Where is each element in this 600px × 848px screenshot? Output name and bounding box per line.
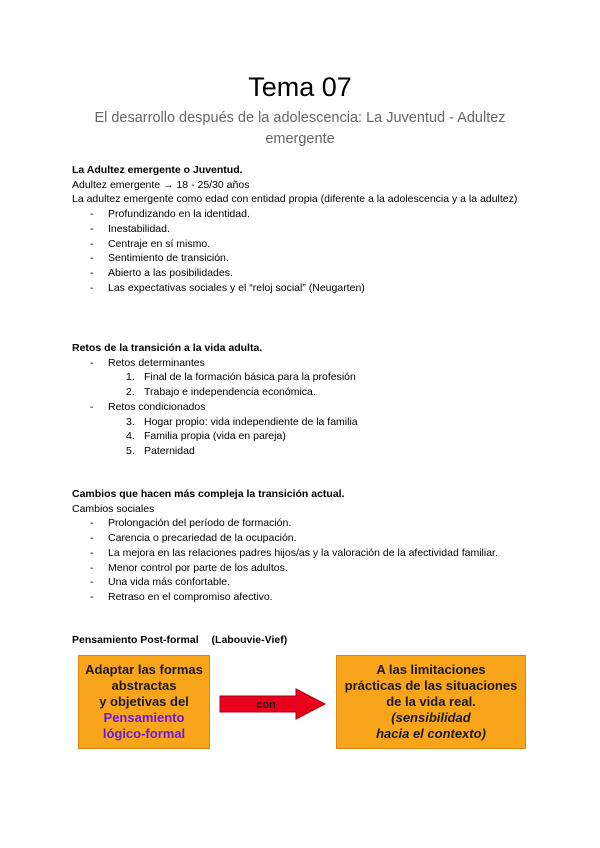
- text-paragraph: La adultez emergente como edad con entidad propia (diferente a la adolescencia y a la adultez): [72, 193, 518, 206]
- list-item: - Carencia o precariedad de la ocupación.: [72, 531, 542, 546]
- item-text: Trabajo e independencia económica.: [144, 386, 316, 399]
- section-heading: La Adultez emergente o Juventud.: [72, 164, 243, 176]
- box-line-highlight: lógico-formal: [102, 726, 186, 741]
- text-line: Adultez emergente → 18 - 25/30 años: [72, 178, 250, 191]
- section-heading: Cambios que hacen más compleja la transición actual.: [72, 488, 345, 500]
- page-subtitle: El desarrollo después de la adolescencia: La Juventud - Adultez emergente: [94, 110, 506, 147]
- right-concept-box: [336, 655, 526, 749]
- section-cambios: [72, 487, 542, 605]
- box-line: y objetivas del: [99, 694, 189, 709]
- section-retos: [72, 341, 542, 459]
- box-line: prácticas de las situaciones: [344, 678, 518, 693]
- item-number: 4.: [126, 430, 135, 443]
- text-line: Cambios sociales: [72, 502, 155, 515]
- list-item: - Inestabilidad.: [72, 222, 542, 237]
- numbered-item: [72, 370, 542, 385]
- item-text: Familia propia (vida en pareja): [144, 430, 286, 443]
- list-item: - Menor control por parte de los adultos.: [72, 561, 542, 576]
- box-line: de la vida real.: [386, 694, 476, 709]
- box-line-italic: hacia el contexto): [376, 726, 486, 741]
- box-line: Adaptar las formas: [85, 662, 203, 677]
- item-text: Paternidad: [144, 444, 195, 457]
- numbered-item: [72, 385, 542, 400]
- dash-list: [72, 400, 542, 415]
- numbered-list: [72, 415, 542, 459]
- list-item: - Retraso en el compromiso afectivo.: [72, 590, 542, 605]
- item-text: Hogar propio: vida independiente de la familia: [144, 415, 358, 428]
- section-author: (Labouvie-Vief): [211, 634, 288, 646]
- numbered-item: [72, 444, 542, 459]
- section-heading: Pensamiento Post-formal: [72, 634, 199, 646]
- section-heading: Retos de la transición a la vida adulta.: [72, 342, 263, 354]
- item-number: 3.: [126, 415, 135, 428]
- list-item: - Una vida más confortable.: [72, 575, 542, 590]
- dash-list: [72, 516, 542, 604]
- box-line-highlight: Pensamiento: [103, 710, 185, 725]
- right-arrow-icon: [218, 688, 328, 720]
- list-item: - Retos condicionados: [72, 400, 542, 415]
- dash-list: [72, 207, 542, 295]
- box-line: A las limitaciones: [376, 662, 486, 677]
- numbered-list: [72, 370, 542, 399]
- box-line: abstractas: [111, 678, 177, 693]
- numbered-item: [72, 429, 542, 444]
- item-text: Final de la formación básica para la profesión: [144, 371, 356, 384]
- list-item: - Retos determinantes: [72, 356, 542, 371]
- left-concept-box: [78, 655, 210, 749]
- section-adultez-emergente: [72, 163, 542, 295]
- list-item: - Abierto a las posibilidades.: [72, 266, 542, 281]
- section-pensamiento-postformal: [72, 633, 542, 648]
- item-number: 1.: [126, 371, 135, 384]
- dash-list: [72, 356, 542, 371]
- list-item: - Profundizando en la identidad.: [72, 207, 542, 222]
- list-item: - Las expectativas sociales y el “reloj social” (Neugarten): [72, 281, 542, 296]
- page-title: Tema 07: [248, 72, 352, 102]
- item-number: 2.: [126, 386, 135, 399]
- list-item: - La mejora en las relaciones padres hijos/as y la valoración de la afectividad familiar.: [72, 546, 542, 561]
- list-item: - Sentimiento de transición.: [72, 251, 542, 266]
- list-item: - Prolongación del período de formación.: [72, 516, 542, 531]
- arrow-label: con: [256, 699, 276, 711]
- numbered-item: [72, 415, 542, 430]
- box-line-italic: (sensibilidad: [391, 710, 471, 725]
- item-number: 5.: [126, 444, 135, 457]
- list-item: - Centraje en sí mismo.: [72, 237, 542, 252]
